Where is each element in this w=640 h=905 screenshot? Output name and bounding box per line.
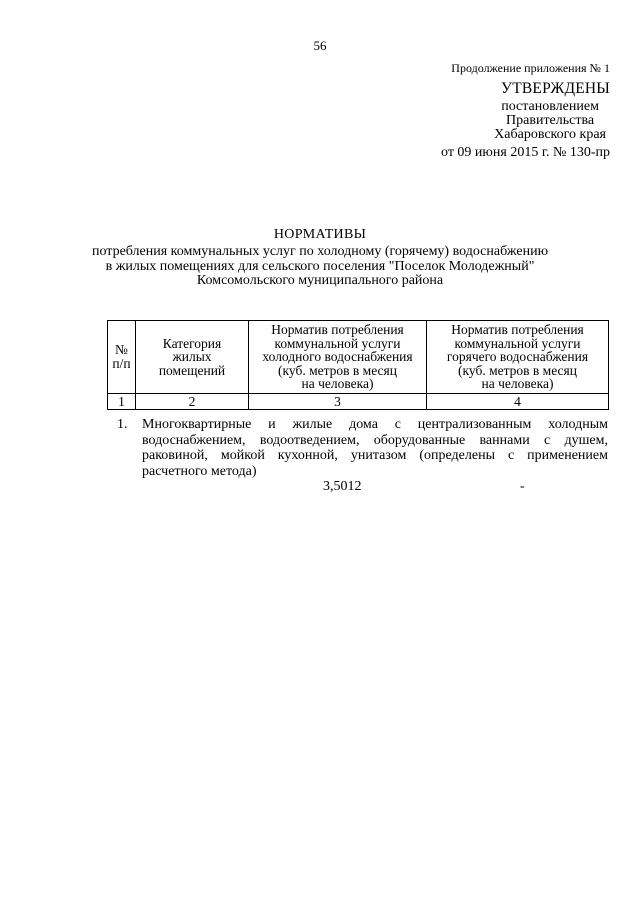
page-number: 56 xyxy=(313,38,327,53)
norms-table xyxy=(107,320,609,410)
subtitle-line: в жилых помещениях для сельского поселения "Поселок Молодежный" xyxy=(105,258,535,274)
column-number: 3 xyxy=(249,393,427,410)
approved-heading: УТВЕРЖДЕНЫ xyxy=(501,80,610,97)
row-description: Многоквартирные и жилые дома с централизованным холодным водоснабжением, водоотведением, оборудованные ваннами с душем, раковиной, мойкой кухонной, унитазом (определены с применением расчетного метода) xyxy=(142,417,608,479)
header-number: № п/п xyxy=(108,321,136,394)
subtitle-line: потребления коммунальных услуг по холодному (горячему) водоснабжению xyxy=(91,244,549,259)
subtitle-line: Комсомольского муниципального района xyxy=(196,273,444,288)
row-number: 1. xyxy=(117,417,128,432)
column-number: 4 xyxy=(427,393,609,410)
document-subtitle xyxy=(90,245,550,289)
column-number: 2 xyxy=(136,393,249,410)
column-number-row xyxy=(108,393,609,410)
header-hot-water: Норматив потребления коммунальной услуги горячего водоснабжения (куб. метров в месяц на человека) xyxy=(427,321,609,394)
cold-water-value: 3,5012 xyxy=(323,479,362,494)
column-number: 1 xyxy=(108,393,136,410)
approval-authority xyxy=(494,100,606,142)
approval-line: постановлением xyxy=(501,99,599,114)
continuation-note: Продолжение приложения № 1 xyxy=(451,61,610,75)
header-category: Категория жилых помещений xyxy=(136,321,249,394)
approval-date: от 09 июня 2015 г. № 130-пр xyxy=(441,145,610,160)
document-title: НОРМАТИВЫ xyxy=(273,227,367,242)
approval-line: Правительства xyxy=(506,113,595,128)
table-header-row xyxy=(108,321,609,394)
header-cold-water: Норматив потребления коммунальной услуги холодного водоснабжения (куб. метров в месяц на человека) xyxy=(249,321,427,394)
hot-water-value: - xyxy=(520,479,525,494)
approval-line: Хабаровского края xyxy=(494,127,606,142)
